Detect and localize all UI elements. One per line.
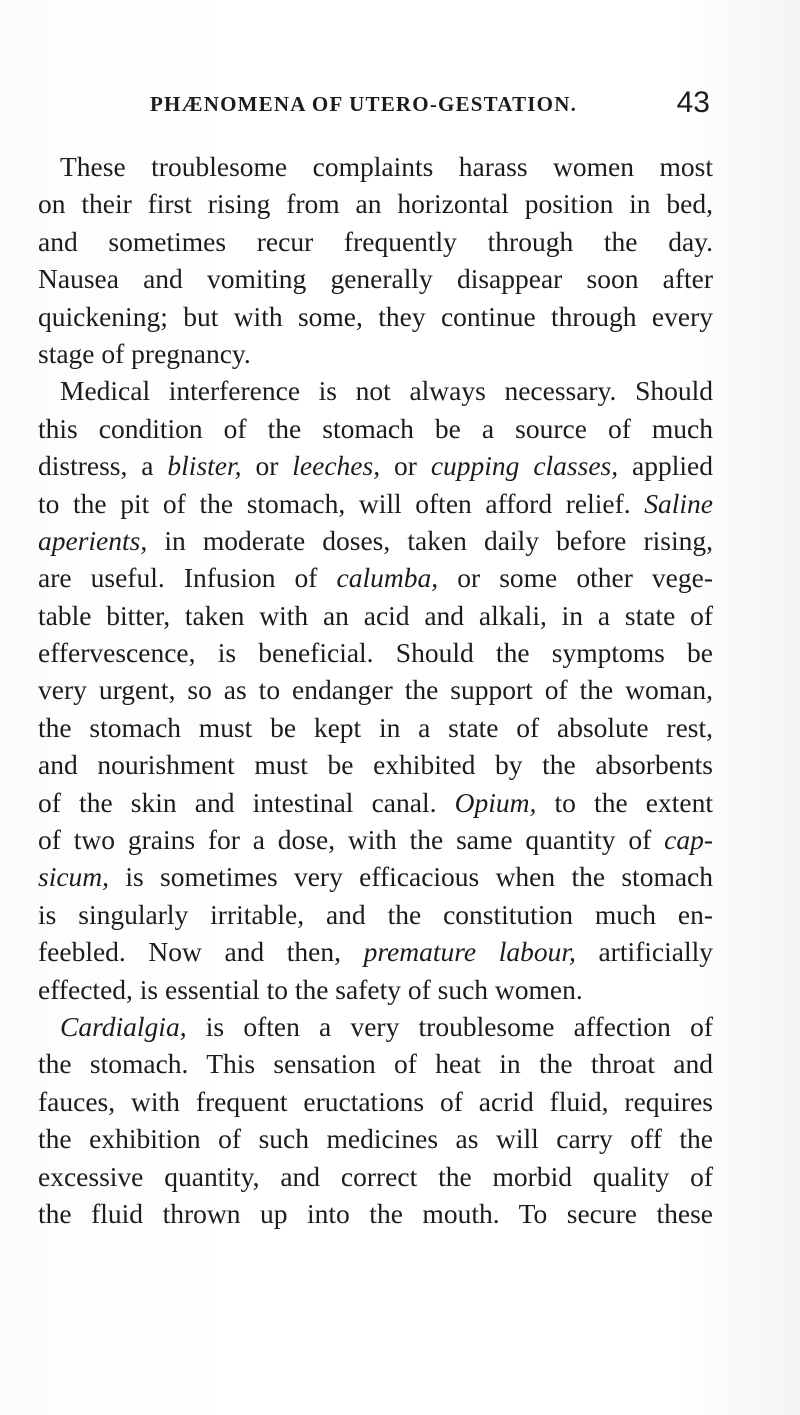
text-line: and sometimes recur frequently through the day. [38,225,713,257]
italic-term: Saline [644,487,713,519]
text-run: of two grains for a dose, with the same quantity of [38,824,665,856]
italic-term: blister, [167,450,242,482]
running-title: PHÆNOMENA OF UTERO-GESTATION. [150,92,578,116]
text-run: or [241,450,293,482]
text-run: is often a very troublesome affection of [186,1010,713,1042]
italic-term: leeches, [292,450,381,482]
text-line [38,933,713,970]
text-line: the exhibition of such medicines as will carry off the [38,1123,713,1155]
text-line: the stomach. This sensation of heat in the throat and [38,1048,713,1080]
text-line: on their first rising from an horizontal position in bed, [38,188,713,220]
text-run: distress, a [38,450,168,482]
text-line [38,447,713,484]
text-line: this condition of the stomach be a source of much [38,412,713,444]
text-line: effected, is essential to the safety of such women. [38,973,583,1005]
text-line: the stomach must be kept in a state of absolute rest, [38,711,713,743]
text-line: stage of pregnancy. [38,337,251,369]
text-line [38,522,713,559]
body-text [38,148,713,1232]
text-line: table bitter, taken with an acid and alkali, in a state of [38,599,713,631]
italic-term: aperients, [38,524,148,556]
text-run: to the pit of the stomach, will often afford relief. [38,487,645,519]
running-header [150,86,710,119]
italic-term: calumba, [336,562,439,594]
italic-term: Opium, [454,786,537,818]
text-line [38,858,713,895]
italic-term: cupping classes, [430,450,619,482]
italic-term: sicum, [38,861,110,893]
text-run: in moderate doses, taken daily before rising, [147,524,713,556]
text-line: very urgent, so as to endanger the support of the woman, [38,674,713,706]
text-run: are useful. Infusion of [38,562,337,594]
text-run: artificially [575,936,713,968]
text-line: is singularly irritable, and the constitution much en- [38,898,713,930]
text-run: is sometimes very efficacious when the stomach [109,861,713,893]
text-line [38,784,713,821]
text-line: excessive quantity, and correct the morbid quality of [38,1160,713,1192]
text-line: Medical interference is not always necessary. Should [60,375,713,407]
italic-term: premature labour, [363,936,576,968]
text-line [38,821,713,858]
text-line [38,1008,713,1045]
text-line: the fluid thrown up into the mouth. To secure these [38,1197,713,1229]
text-line: These troublesome complaints harass women most [60,151,713,182]
text-line [38,485,713,522]
text-run: to the extent [536,786,713,818]
page-number: 43 [676,86,710,119]
text-line: effervescence, is beneficial. Should the symptoms be [38,637,713,669]
text-line [38,559,713,596]
italic-term: Cardialgia, [60,1010,187,1042]
text-run: applied [618,450,713,482]
text-line: Nausea and vomiting generally disappear soon after [38,263,713,295]
text-run: or some other vege- [438,562,713,594]
text-run: feebled. Now and then, [38,936,364,968]
italic-term: cap- [664,824,713,856]
text-run: or [380,450,431,482]
text-line: and nourishment must be exhibited by the absorbents [38,749,713,781]
text-line: fauces, with frequent eructations of acrid fluid, requires [38,1085,713,1117]
text-run: of the skin and intestinal canal. [38,786,455,818]
text-line: quickening; but with some, they continue through every [38,300,713,332]
